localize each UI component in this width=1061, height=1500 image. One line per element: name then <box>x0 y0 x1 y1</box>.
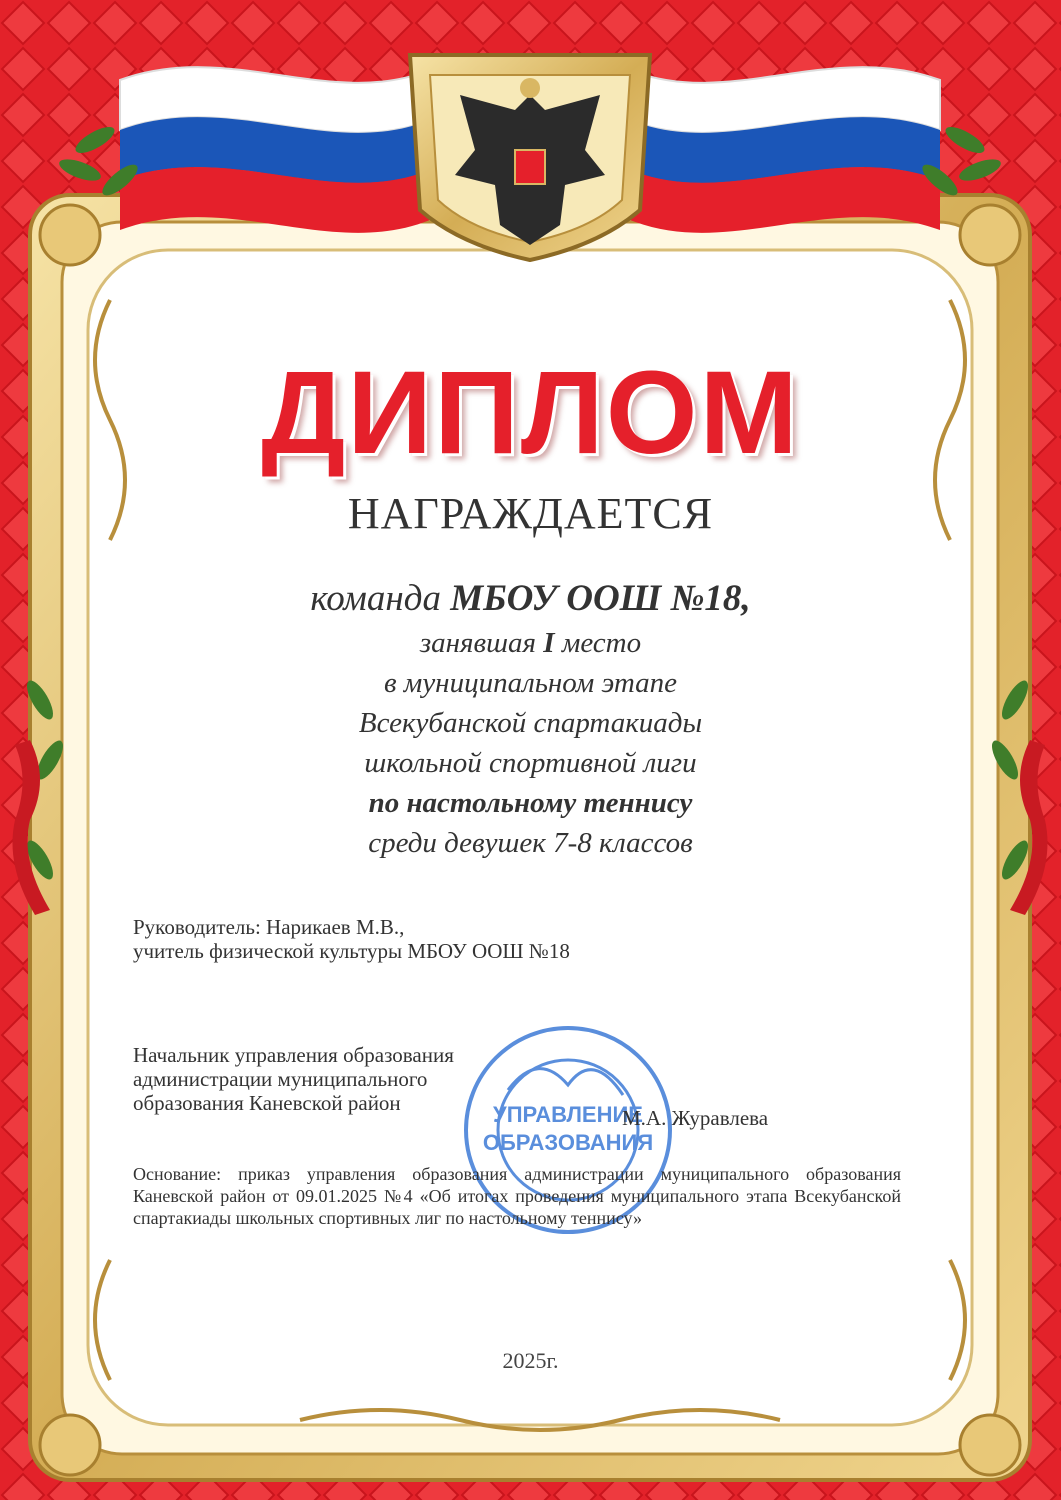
svg-text:УПРАВЛЕНИЕ: УПРАВЛЕНИЕ <box>493 1102 643 1127</box>
awarded-heading: НАГРАЖДАЕТСЯ <box>347 489 714 538</box>
svg-text:ОБРАЗОВАНИЯ: ОБРАЗОВАНИЯ <box>482 1130 654 1155</box>
basis-text: Основание: приказ управления образования администрации муниципального образования Каневской район от 09.01.2025 №4 «Об итогах проведения муниципального этапа Всекубанской спартакиады школьных спортивных лиг по настольному теннису» <box>133 1164 901 1228</box>
head-block <box>133 1043 833 1115</box>
sport-text: по настольному теннису <box>368 787 693 819</box>
recipient-line <box>0 575 1061 623</box>
head-line-2: администрации муниципального <box>133 1067 428 1091</box>
head-signature-name: М.А. Журавлева <box>622 1106 769 1130</box>
recipient-name: МБОУ ООШ №18, <box>450 578 751 619</box>
stage-line: в муниципальном этапе <box>383 667 678 699</box>
recipient-prefix: команда <box>310 578 451 619</box>
place-suffix: место <box>554 627 642 659</box>
spartakiad-line: Всекубанской спартакиады <box>358 707 703 739</box>
leader-line-2: учитель физической культуры МБОУ ООШ №18 <box>133 939 570 963</box>
league-line: школьной спортивной лиги <box>364 747 697 779</box>
sport-line <box>0 783 1061 823</box>
leader-block <box>133 915 570 963</box>
place-line <box>0 623 1061 663</box>
issue-year: 2025г. <box>502 1348 559 1373</box>
place-prefix: занявшая <box>419 627 544 659</box>
head-line-3: образования Каневской район <box>133 1091 401 1115</box>
place-value: I <box>543 627 555 659</box>
award-details <box>0 575 1061 863</box>
leader-line-1: Руководитель: Нарикаев М.В., <box>133 915 405 939</box>
diploma-title: ДИПЛОМ <box>261 347 800 479</box>
category-line: среди девушек 7-8 классов <box>368 827 693 859</box>
head-line-1: Начальник управления образования <box>133 1043 454 1067</box>
coat-of-arms-icon <box>410 55 650 260</box>
